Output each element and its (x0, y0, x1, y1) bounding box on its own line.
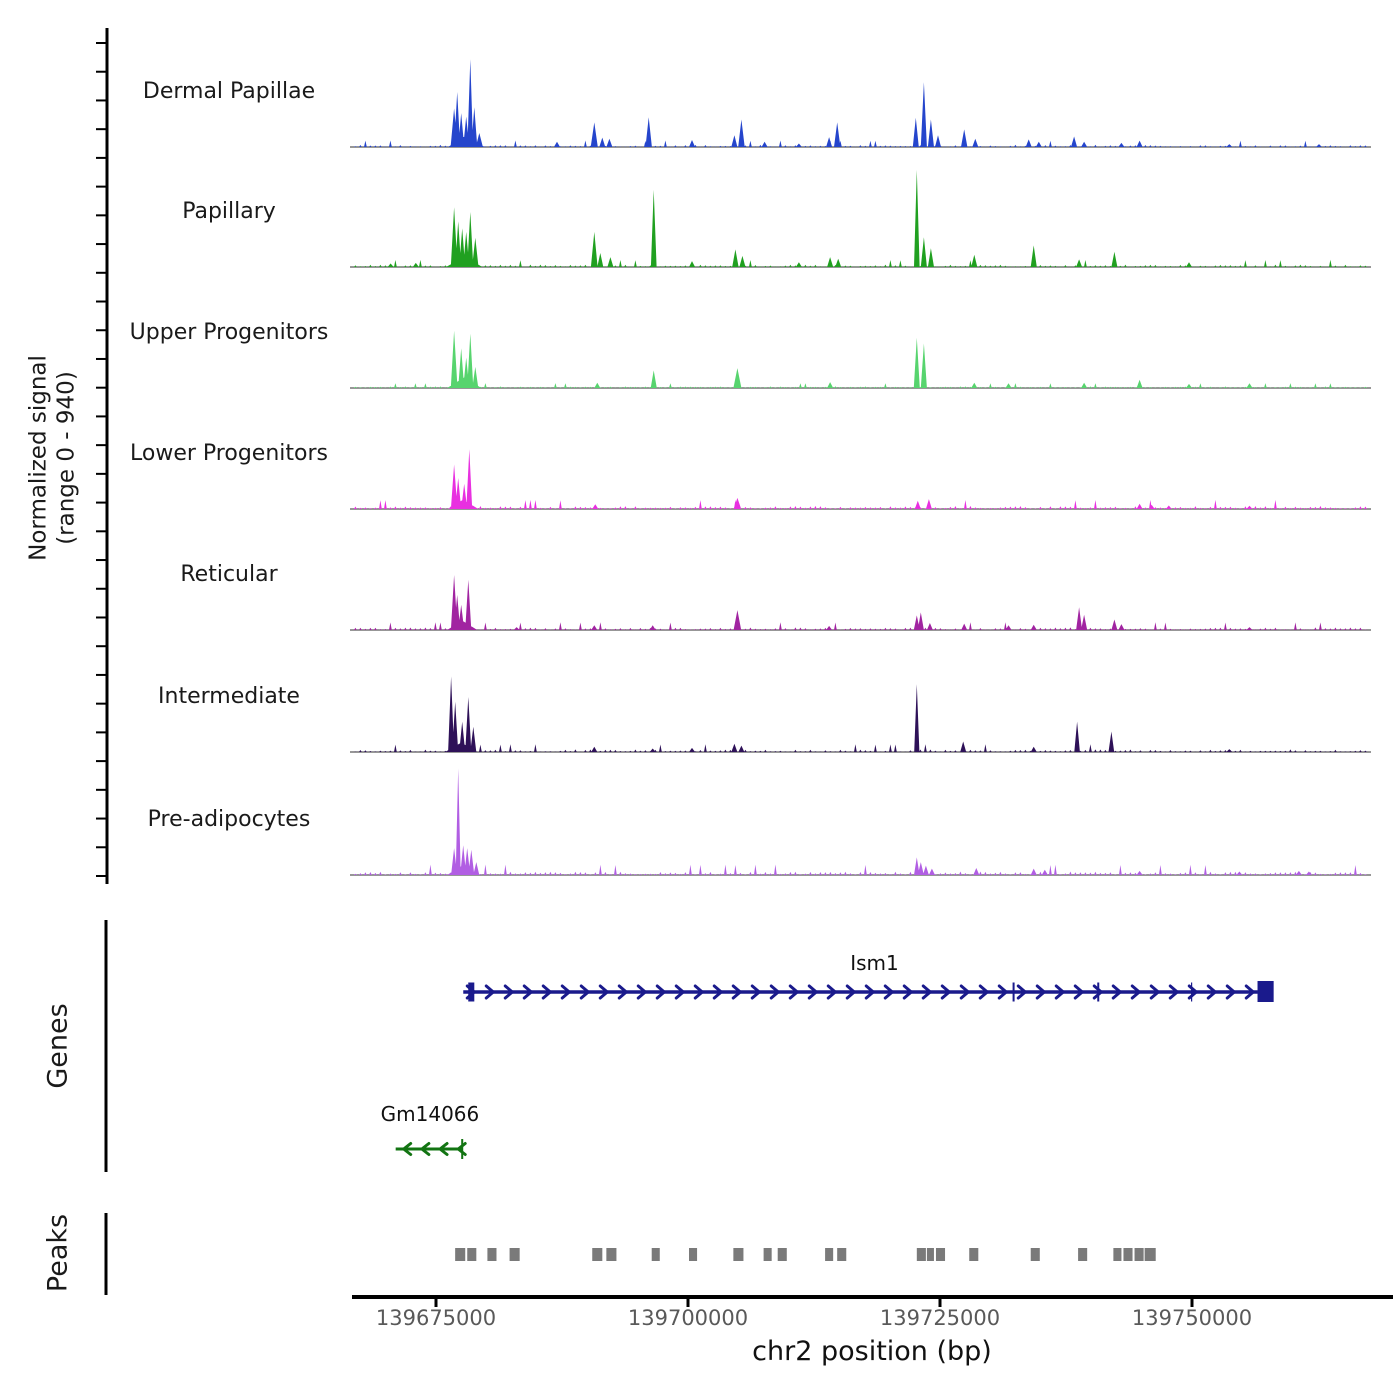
gene-end-tick-gm14066 (461, 1139, 463, 1159)
peaks-section-label: Peaks (42, 1213, 74, 1293)
x-tick-label: 139700000 (627, 1306, 749, 1330)
peak-interval-box (733, 1248, 743, 1261)
peak-interval-box (487, 1248, 496, 1261)
gene-exon-tick-ism1 (1097, 983, 1099, 1002)
track-label-upper-progenitors: Upper Progenitors (129, 320, 329, 345)
peak-interval-box (689, 1248, 697, 1261)
peak-interval-box (1113, 1248, 1121, 1261)
track-label-papillary: Papillary (182, 199, 276, 224)
peak-interval-box (1078, 1248, 1087, 1261)
track-label-pre-adipocytes: Pre-adipocytes (147, 807, 311, 832)
gene-exon-tick-ism1 (1013, 983, 1015, 1002)
x-tick-label: 139725000 (879, 1306, 1001, 1330)
x-tick-label: 139675000 (375, 1306, 497, 1330)
signal-track-lower-progenitors (354, 449, 1367, 509)
track-label-dermal-papillae: Dermal Papillae (142, 79, 316, 104)
gene-terminal-exon-ism1 (1258, 981, 1274, 1002)
peak-interval-box (467, 1248, 476, 1261)
peak-interval-box (592, 1248, 602, 1261)
peak-interval-box (455, 1248, 465, 1261)
genes-section-label: Genes (42, 1003, 74, 1089)
signal-track-intermediate (354, 677, 1367, 753)
peak-interval-box (927, 1248, 934, 1261)
peak-interval-box (936, 1248, 945, 1261)
peak-interval-box (1145, 1248, 1156, 1261)
peak-interval-box (652, 1248, 660, 1261)
peak-interval-box (917, 1248, 926, 1261)
signal-track-upper-progenitors (354, 331, 1367, 388)
peak-interval-box (606, 1248, 616, 1261)
track-label-reticular: Reticular (180, 562, 278, 587)
peak-interval-box (778, 1248, 787, 1261)
gene-name-gm14066: Gm14066 (380, 1102, 480, 1126)
gene-start-exon-ism1 (468, 983, 474, 1002)
signal-track-pre-adipocytes (354, 769, 1367, 876)
signal-axis-title-line2: (range 0 - 940) (53, 371, 79, 545)
gene-exon-tick-ism1 (1191, 983, 1192, 1002)
peak-interval-box (837, 1248, 846, 1261)
signal-axis-title-line1: Normalized signal (25, 355, 52, 561)
x-tick-label: 139750000 (1131, 1306, 1253, 1330)
track-label-intermediate: Intermediate (158, 684, 300, 709)
signal-track-dermal-papillae (354, 59, 1367, 147)
signal-track-reticular (354, 575, 1367, 630)
peak-interval-box (825, 1248, 833, 1261)
peak-interval-box (764, 1248, 772, 1261)
signal-track-papillary (354, 170, 1367, 267)
peak-interval-box (510, 1248, 520, 1261)
gene-name-ism1: Ism1 (850, 951, 899, 975)
peak-interval-box (1123, 1248, 1132, 1261)
x-axis-title: chr2 position (bp) (752, 1336, 992, 1367)
peak-interval-box (1031, 1248, 1040, 1261)
peak-interval-box (969, 1248, 978, 1261)
peak-interval-box (1135, 1248, 1144, 1261)
track-label-lower-progenitors: Lower Progenitors (130, 441, 328, 466)
